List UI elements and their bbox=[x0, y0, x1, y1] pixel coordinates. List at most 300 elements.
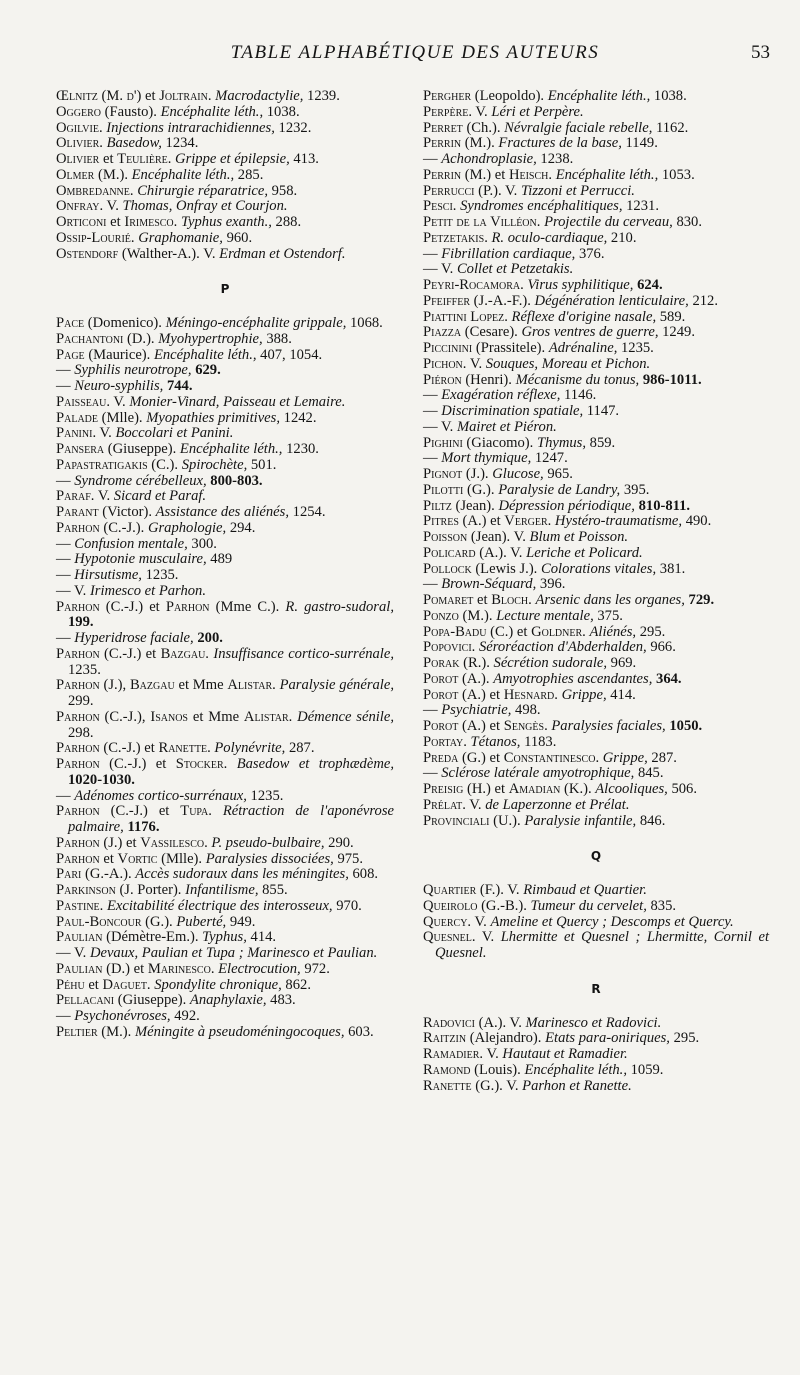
author-name: Parhon bbox=[56, 803, 100, 820]
index-entry bbox=[56, 568, 394, 584]
entry-text: — bbox=[423, 702, 442, 719]
subject-title: P. pseudo-bulbaire, bbox=[211, 834, 325, 851]
entry-text: 288. bbox=[271, 214, 302, 230]
index-entry bbox=[56, 915, 394, 931]
subject-title: Projectile du cerveau, bbox=[544, 214, 673, 230]
entry-text: V. bbox=[475, 929, 501, 946]
index-entry bbox=[56, 105, 394, 121]
entry-text: 1149. bbox=[621, 135, 658, 152]
entry-text: 299. bbox=[68, 693, 94, 709]
entry-text: (A.) et bbox=[458, 513, 505, 530]
index-entry bbox=[56, 1009, 394, 1025]
entry-text: — bbox=[56, 535, 75, 552]
entry-text: V. bbox=[472, 103, 492, 120]
subject-title: Méningite à pseudoméningocoques, bbox=[134, 1023, 345, 1040]
index-entry bbox=[423, 703, 769, 719]
index-entry bbox=[56, 316, 394, 332]
entry-text: (Mlle). bbox=[98, 409, 147, 426]
entry-text: (M.). bbox=[461, 135, 499, 152]
index-entry bbox=[56, 121, 394, 137]
author-name: d' bbox=[126, 88, 137, 104]
subject-title: R. gastro-sudoral, bbox=[285, 598, 394, 615]
index-entry bbox=[56, 363, 394, 379]
subject-title: Paralysies dissociées, bbox=[205, 850, 334, 867]
entry-text: 381. bbox=[656, 560, 686, 577]
entry-text: 1254. bbox=[289, 504, 326, 520]
entry-text: 1249. bbox=[658, 324, 695, 341]
author-name: Quartier bbox=[423, 882, 477, 898]
index-entry bbox=[423, 1047, 769, 1063]
subject-title: Typhus, bbox=[202, 929, 247, 946]
index-entry bbox=[56, 852, 394, 868]
subject-title: Psychonévroses, bbox=[74, 1008, 171, 1024]
left-column bbox=[56, 89, 394, 1041]
entry-text: 1235. bbox=[246, 787, 284, 804]
entry-text: et bbox=[99, 850, 118, 867]
entry-text: (D.) et bbox=[102, 960, 148, 977]
entry-text: (C.-J.). bbox=[99, 519, 148, 536]
author-name: Ramadier. bbox=[423, 1046, 484, 1062]
author-name: Verger. bbox=[504, 513, 552, 530]
author-name: Prélat. bbox=[423, 796, 466, 813]
entry-text: (A.). V. bbox=[475, 544, 527, 561]
entry-text: (Cesare). bbox=[461, 324, 522, 341]
index-entry bbox=[423, 184, 769, 200]
subject-title: Paralysies faciales, bbox=[551, 718, 666, 734]
author-name: Onfray. bbox=[56, 198, 104, 215]
entry-text: (P.). V. bbox=[474, 182, 521, 199]
subject-title: Séroréaction d'Abderhalden, bbox=[478, 639, 647, 656]
entry-text: 212. bbox=[688, 292, 718, 309]
author-name: Ombredanne. bbox=[56, 182, 134, 199]
index-entry bbox=[423, 562, 769, 578]
entry-text: 506. bbox=[667, 781, 697, 797]
subject-title: Aliénés, bbox=[589, 623, 637, 640]
entry-text: 414. bbox=[246, 929, 277, 946]
section-letter: Q bbox=[590, 849, 602, 864]
entry-text: 1162. bbox=[652, 119, 689, 136]
index-entry bbox=[423, 656, 769, 672]
entry-text: (J. Porter). bbox=[115, 882, 186, 898]
subject-title: Assistance des aliénés, bbox=[155, 504, 289, 520]
entry-text: et bbox=[99, 151, 118, 167]
entry-text: 388. bbox=[262, 330, 292, 347]
author-name: Petit de la Villéon. bbox=[423, 214, 541, 230]
index-entry bbox=[56, 231, 394, 247]
author-name: Hesnard. bbox=[503, 686, 558, 703]
entry-text: 969. bbox=[607, 655, 637, 671]
author-name: Parhon bbox=[56, 519, 100, 536]
index-entry bbox=[56, 379, 394, 395]
index-entry bbox=[423, 231, 769, 247]
subject-title: Puberté, bbox=[176, 913, 227, 930]
index-entry bbox=[56, 647, 394, 679]
subject-title: Chirurgie réparatrice, bbox=[137, 182, 268, 199]
right-column bbox=[423, 89, 769, 1094]
subject-title: Encéphalite léth., bbox=[160, 103, 264, 120]
subject-title: Myopathies primitives, bbox=[146, 409, 280, 426]
index-entry bbox=[423, 530, 769, 546]
entry-text: (Henri). bbox=[461, 371, 516, 388]
author-name: Pesci. bbox=[423, 198, 457, 215]
entry-text: 835. bbox=[646, 897, 677, 914]
index-entry bbox=[56, 600, 394, 632]
author-name: Pace bbox=[56, 315, 85, 331]
subject-title: Myohypertrophie, bbox=[158, 330, 263, 347]
entry-text: 1053. bbox=[658, 166, 695, 183]
entry-text: (M.). bbox=[94, 166, 132, 183]
author-name: Paulian bbox=[56, 929, 103, 946]
entry-text: 375. bbox=[593, 607, 623, 624]
entry-text: 589. bbox=[656, 308, 686, 325]
author-name: Ponzo bbox=[423, 607, 459, 624]
entry-text: 1231. bbox=[622, 198, 659, 215]
entry-text: 1235. bbox=[141, 567, 179, 583]
entry-text: — V. bbox=[56, 945, 90, 961]
entry-text: (G.). V. bbox=[471, 1077, 523, 1094]
entry-text: (H.) et bbox=[463, 781, 509, 797]
author-name: Porak bbox=[423, 655, 460, 671]
subject-title: Irimesco et Parhon. bbox=[89, 582, 206, 599]
subject-title: Grippe et épilepsie, bbox=[175, 151, 290, 167]
subject-title: Encéphalite léth., bbox=[179, 441, 283, 457]
entry-text: 862. bbox=[281, 976, 311, 993]
subject-title: Encéphalite léth., bbox=[153, 346, 257, 363]
entry-text: 498. bbox=[511, 702, 541, 719]
entry-text: (Victor). bbox=[98, 504, 156, 520]
index-entry bbox=[423, 1031, 769, 1047]
entry-text: 298. bbox=[68, 724, 94, 741]
index-entry bbox=[56, 247, 394, 263]
subject-title: Mécanisme du tonus, bbox=[515, 371, 640, 388]
entry-text: V. bbox=[110, 393, 130, 410]
index-entry bbox=[423, 278, 769, 294]
subject-title: Virus syphilitique, bbox=[527, 277, 634, 293]
author-name: Pari bbox=[56, 866, 82, 883]
entry-text: 845. bbox=[634, 765, 664, 782]
index-entry bbox=[423, 514, 769, 530]
author-name: Orticoni bbox=[56, 214, 107, 230]
index-entry bbox=[423, 1016, 769, 1032]
subject-title: Thymus, bbox=[536, 434, 587, 451]
subject-title: Basedow, bbox=[106, 135, 162, 152]
subject-title: Collet et Petzetakis. bbox=[456, 261, 574, 278]
running-header bbox=[60, 42, 770, 70]
author-name: Piazza bbox=[423, 324, 462, 341]
index-entry bbox=[56, 978, 394, 994]
author-name: Bazgau bbox=[129, 677, 175, 694]
index-entry bbox=[423, 341, 769, 357]
index-entry bbox=[423, 930, 769, 962]
index-entry bbox=[56, 757, 394, 789]
entry-text: — bbox=[423, 245, 442, 262]
index-entry bbox=[423, 136, 769, 152]
entry-text: V. bbox=[103, 198, 123, 215]
entry-text: 1230. bbox=[282, 441, 319, 457]
author-name: Heisch. bbox=[508, 166, 553, 183]
index-entry bbox=[56, 136, 394, 152]
page-ref: 624. bbox=[637, 277, 663, 293]
entry-text: 1146. bbox=[560, 387, 597, 404]
entry-text: 1242. bbox=[280, 409, 317, 426]
entry-text: 290. bbox=[324, 834, 354, 851]
entry-text: 958. bbox=[267, 182, 298, 199]
author-name: Quercy. bbox=[423, 913, 472, 930]
entry-text: 490. bbox=[682, 513, 712, 530]
subject-title: Paralysie générale, bbox=[279, 677, 394, 694]
author-name: Olivier. bbox=[56, 135, 103, 152]
entry-text: 1038. bbox=[263, 103, 300, 120]
subject-title: Sécrétion sudorale, bbox=[493, 655, 608, 671]
author-name: Pastine. bbox=[56, 897, 104, 914]
subject-title: Alcooliques, bbox=[595, 781, 668, 797]
author-name: Parhon bbox=[165, 598, 210, 615]
author-name: Piattini Lopez. bbox=[423, 308, 508, 325]
subject-title: Hyperidrose faciale, bbox=[74, 630, 194, 646]
index-entry bbox=[423, 420, 769, 436]
entry-text: et bbox=[473, 592, 492, 608]
subject-title: de Laperzonne et Prélat. bbox=[485, 796, 630, 813]
entry-text: — bbox=[423, 576, 442, 593]
author-name: Policard bbox=[423, 544, 476, 561]
subject-title: Grippe, bbox=[602, 749, 648, 766]
index-entry bbox=[423, 373, 769, 389]
entry-text: — bbox=[423, 450, 442, 467]
author-name: Paulian bbox=[56, 960, 103, 977]
index-entry bbox=[423, 199, 769, 215]
entry-text: 855. bbox=[258, 882, 288, 898]
subject-title: Devaux, Paulian et Tupa ; Marinesco et Paulian. bbox=[89, 945, 378, 961]
subject-title: Gros ventres de guerre, bbox=[521, 324, 659, 341]
entry-text: 376. bbox=[575, 245, 605, 262]
author-name: Alistar. bbox=[227, 677, 276, 694]
author-name: Piéron bbox=[423, 371, 462, 388]
entry-text: (C.-J.), bbox=[99, 708, 151, 725]
subject-title: Leriche et Policard. bbox=[526, 544, 643, 561]
index-entry bbox=[423, 215, 769, 231]
entry-text bbox=[227, 756, 236, 772]
subject-title: Adrénaline, bbox=[548, 340, 618, 356]
entry-text: (C.-J.) et bbox=[99, 756, 176, 772]
author-name: Vassilesco. bbox=[140, 834, 208, 851]
subject-title: Mort thymique, bbox=[441, 450, 532, 467]
entry-text: — V. bbox=[423, 261, 457, 278]
author-name: Ranette bbox=[423, 1077, 472, 1094]
entry-text: (Mme C.). bbox=[209, 598, 286, 615]
subject-title: Graphologie, bbox=[147, 519, 227, 536]
entry-text: (C.-J.) et bbox=[99, 740, 159, 757]
entry-text: (Alejandro). bbox=[466, 1030, 546, 1047]
index-entry bbox=[423, 436, 769, 452]
subject-title: Boccolari et Panini. bbox=[115, 425, 234, 442]
entry-text: V. bbox=[465, 796, 486, 813]
author-name: Porot bbox=[423, 718, 459, 734]
author-name: Porot bbox=[423, 670, 459, 687]
index-entry bbox=[423, 247, 769, 263]
entry-text: (K.). bbox=[560, 781, 596, 797]
subject-title: Syphilis neurotrope, bbox=[74, 362, 192, 379]
author-name: Péhu bbox=[56, 976, 85, 993]
entry-text: (M.). bbox=[458, 607, 497, 624]
subject-title: Confusion mentale, bbox=[74, 535, 188, 552]
author-name: Ogilvie. bbox=[56, 119, 103, 136]
index-entry bbox=[56, 89, 394, 105]
entry-text: V. bbox=[483, 1046, 503, 1062]
entry-text: 603. bbox=[344, 1023, 374, 1040]
author-name: Constantinesco. bbox=[503, 749, 600, 766]
entry-text: 287. bbox=[647, 749, 677, 766]
subject-title: Monier-Vinard, Paisseau et Lemaire. bbox=[129, 393, 346, 410]
page-ref: 1020-1030. bbox=[68, 771, 135, 788]
index-entry bbox=[56, 168, 394, 184]
entry-text: (G.-A.). bbox=[81, 866, 136, 883]
subject-title: Sicard et Paraf. bbox=[113, 488, 207, 505]
subject-title: Spirochète, bbox=[181, 456, 248, 473]
subject-title: Spondylite chronique, bbox=[154, 976, 282, 993]
entry-text: — bbox=[56, 630, 75, 646]
subject-title: Glucose, bbox=[492, 466, 544, 482]
subject-title: Arsenic dans les organes, bbox=[535, 592, 685, 608]
index-entry bbox=[423, 766, 769, 782]
subject-title: Grippe, bbox=[561, 686, 607, 703]
entry-text: 295. bbox=[636, 623, 666, 640]
author-name: Provinciali bbox=[423, 812, 490, 829]
subject-title: Lecture mentale, bbox=[496, 607, 594, 624]
index-entry bbox=[56, 804, 394, 836]
author-name: Oggero bbox=[56, 103, 101, 120]
index-entry bbox=[56, 521, 394, 537]
index-entry bbox=[423, 672, 769, 688]
author-name: Joltrain. bbox=[159, 88, 212, 104]
subject-title: Dégénération lenticulaire, bbox=[534, 292, 689, 309]
entry-text: (A.) et bbox=[458, 686, 504, 703]
entry-text: 966. bbox=[646, 639, 676, 656]
index-entry bbox=[56, 489, 394, 505]
index-entry bbox=[423, 121, 769, 137]
entry-text: (A.). V. bbox=[474, 1014, 526, 1031]
index-entry bbox=[423, 915, 769, 931]
author-name: Marinesco. bbox=[147, 960, 215, 977]
subject-title: Typhus exanth., bbox=[180, 214, 272, 230]
entry-text: (C.). bbox=[147, 456, 182, 473]
entry-text: — V. bbox=[56, 582, 90, 599]
subject-title: Dépression périodique, bbox=[498, 497, 635, 514]
index-entry bbox=[56, 899, 394, 915]
subject-title: Adénomes cortico-surrénaux, bbox=[74, 787, 247, 804]
index-entry bbox=[56, 993, 394, 1009]
entry-text: 1038. bbox=[650, 88, 687, 104]
subject-title: Névralgie faciale rebelle, bbox=[504, 119, 653, 136]
author-name: Isanos bbox=[150, 708, 188, 725]
subject-title: Encéphalite léth., bbox=[555, 166, 659, 183]
entry-text: (Jean). V. bbox=[467, 529, 530, 545]
index-entry bbox=[423, 483, 769, 499]
entry-text: (C.-J.) et bbox=[99, 803, 181, 820]
subject-title: Tumeur du cervelet, bbox=[530, 897, 647, 914]
entry-text bbox=[212, 803, 223, 819]
subject-title: Mairet et Piéron. bbox=[456, 418, 557, 435]
author-name: Stocker. bbox=[175, 756, 228, 772]
subject-title: Syndromes encéphalitiques, bbox=[460, 198, 623, 215]
author-name: Piltz bbox=[423, 497, 452, 514]
entry-text: 859. bbox=[586, 434, 616, 451]
entry-text: — bbox=[56, 378, 75, 394]
subject-title: Psychiatrie, bbox=[441, 702, 512, 719]
entry-text: (G.-B.). bbox=[477, 897, 531, 914]
subject-title: Infantilisme, bbox=[185, 882, 259, 898]
subject-title: Hypotonie musculaire, bbox=[74, 551, 207, 568]
author-name: Page bbox=[56, 346, 85, 363]
entry-text: (J.-A.-F.). bbox=[470, 292, 535, 309]
author-name: Pichon. bbox=[423, 355, 467, 372]
entry-text: 975. bbox=[333, 850, 363, 867]
subject-title: Sclérose latérale amyotrophique, bbox=[441, 765, 635, 782]
index-entry bbox=[56, 442, 394, 458]
page-ref: 200. bbox=[197, 630, 223, 646]
page-ref: 199. bbox=[68, 614, 94, 631]
entry-text: (Ch.). bbox=[462, 119, 505, 136]
subject-title: Blum et Poisson. bbox=[529, 529, 629, 545]
entry-text: 210. bbox=[607, 229, 637, 246]
entry-text: 846. bbox=[636, 812, 666, 829]
entry-text: 492. bbox=[170, 1008, 200, 1024]
subject-title: Graphomanie, bbox=[138, 229, 223, 246]
index-entry bbox=[56, 395, 394, 411]
entry-text: 608. bbox=[348, 866, 379, 883]
entry-text: et bbox=[84, 976, 103, 993]
subject-title: Rimbaud et Quartier. bbox=[523, 882, 647, 898]
index-entry bbox=[423, 262, 769, 278]
author-name: Parant bbox=[56, 504, 99, 520]
author-name: Parhon bbox=[56, 850, 100, 867]
entry-text: 1147. bbox=[583, 403, 620, 419]
entry-text: 965. bbox=[543, 466, 573, 482]
subject-title: Encéphalite léth., bbox=[131, 166, 235, 183]
author-name: Papastratigakis bbox=[56, 456, 148, 473]
subject-title: Thomas, Onfray et Courjon. bbox=[122, 198, 288, 215]
author-name: Pilotti bbox=[423, 481, 464, 498]
subject-title: Parhon et Ranette. bbox=[522, 1077, 632, 1094]
entry-text: (Prassitele). bbox=[472, 340, 549, 356]
subject-title: Anaphylaxie, bbox=[189, 992, 267, 1009]
entry-text: (Louis). bbox=[470, 1061, 525, 1078]
author-name: Porot bbox=[423, 686, 459, 703]
author-name: Pighini bbox=[423, 434, 463, 451]
entry-text: 407, 1054. bbox=[256, 346, 323, 363]
entry-text: (Giacomo). bbox=[462, 434, 537, 451]
author-name: Poisson bbox=[423, 529, 468, 545]
entry-text: (M.). bbox=[97, 1023, 135, 1040]
subject-title: Etats para-oniriques, bbox=[545, 1030, 670, 1047]
entry-text: et bbox=[106, 214, 125, 230]
entry-text: (Domenico). bbox=[84, 315, 166, 331]
author-name: Pergher bbox=[423, 88, 472, 104]
author-name: Amadian bbox=[508, 781, 561, 797]
author-name: Teulière. bbox=[117, 151, 172, 167]
section-letter: P bbox=[220, 282, 230, 297]
entry-text: (R.). bbox=[459, 655, 494, 671]
subject-title: Fibrillation cardiaque, bbox=[441, 245, 576, 262]
author-name: Irimesco. bbox=[124, 214, 178, 230]
subject-title: Encéphalite léth., bbox=[547, 88, 651, 104]
subject-title: Rétraction de l'aponévrose palmaire, bbox=[68, 803, 394, 835]
index-entry bbox=[423, 883, 769, 899]
entry-text: 1247. bbox=[531, 450, 568, 467]
entry-text: (C.-J.) et bbox=[99, 645, 161, 662]
entry-text: (C.) et bbox=[486, 623, 532, 640]
entry-text: — V. bbox=[423, 418, 457, 435]
index-entry bbox=[423, 152, 769, 168]
